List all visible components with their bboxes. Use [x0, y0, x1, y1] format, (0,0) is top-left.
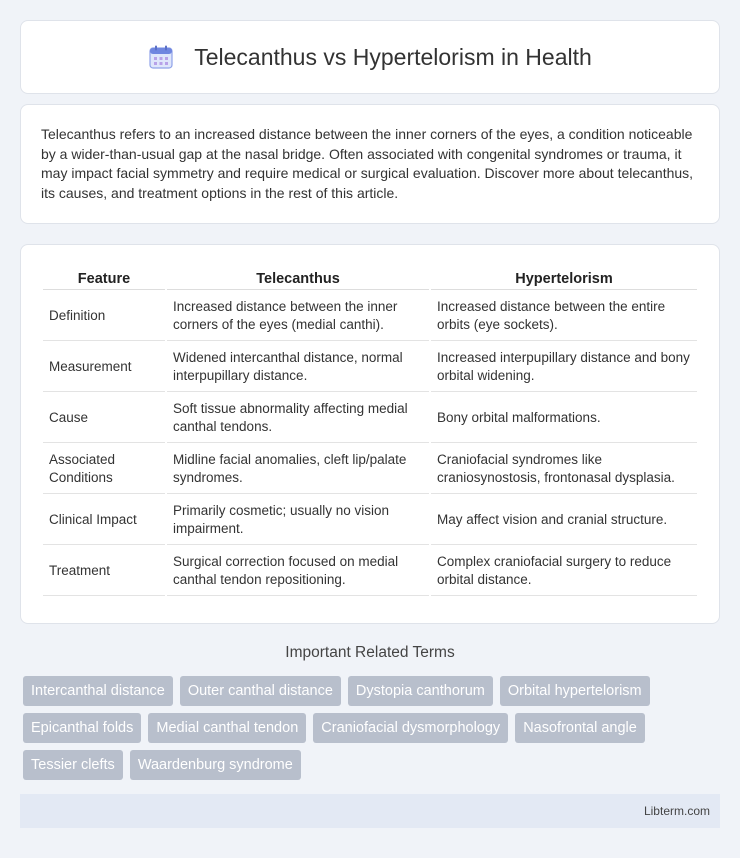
table-row	[43, 292, 697, 341]
footer	[20, 794, 720, 828]
intro-card	[20, 104, 720, 224]
related-term-tag[interactable]: Tessier clefts	[23, 750, 123, 780]
table-cell: Surgical correction focused on medial canthal tendon repositioning.	[167, 547, 429, 596]
table-row	[43, 394, 697, 443]
table-cell: Cause	[43, 394, 165, 443]
related-terms-title: Important Related Terms	[285, 644, 455, 661]
table-cell: Definition	[43, 292, 165, 341]
related-term-tag[interactable]: Outer canthal distance	[180, 676, 341, 706]
intro-text: Telecanthus refers to an increased distance between the inner corners of the eyes, a condition noticeable by a wider-than-usual gap at the nasal bridge. Often associated with congenital syndromes or trauma, it may impact facial symmetry and require medical or surgical evaluation. Discover more about telecanthus, its causes, and treatment options in the rest of this article.	[41, 126, 694, 201]
table-cell: Treatment	[43, 547, 165, 596]
header-card	[20, 20, 720, 94]
related-term-tag[interactable]: Dystopia canthorum	[348, 676, 493, 706]
column-header: Telecanthus	[167, 267, 429, 290]
table-cell: Craniofacial syndromes like craniosynostosis, frontonasal dysplasia.	[431, 445, 697, 494]
related-terms-list	[23, 676, 723, 780]
table-cell: Complex craniofacial surgery to reduce orbital distance.	[431, 547, 697, 596]
related-term-tag[interactable]: Craniofacial dysmorphology	[313, 713, 508, 743]
table-cell: Increased distance between the entire orbits (eye sockets).	[431, 292, 697, 341]
table-cell: Measurement	[43, 343, 165, 392]
table-cell: Soft tissue abnormality affecting medial canthal tendons.	[167, 394, 429, 443]
column-header: Feature	[43, 267, 165, 290]
page-title: Telecanthus vs Hypertelorism in Health	[194, 43, 592, 70]
related-term-tag[interactable]: Intercanthal distance	[23, 676, 173, 706]
related-term-tag[interactable]: Waardenburg syndrome	[130, 750, 301, 780]
comparison-table-card	[20, 244, 720, 624]
table-row	[43, 343, 697, 392]
table-row	[43, 445, 697, 494]
table-cell: Increased interpupillary distance and bony orbital widening.	[431, 343, 697, 392]
table-row	[43, 547, 697, 596]
related-term-tag[interactable]: Epicanthal folds	[23, 713, 141, 743]
table-cell: Midline facial anomalies, cleft lip/palate syndromes.	[167, 445, 429, 494]
related-term-tag[interactable]: Medial canthal tendon	[148, 713, 306, 743]
column-header: Hypertelorism	[431, 267, 697, 290]
table-cell: Clinical Impact	[43, 496, 165, 545]
related-term-tag[interactable]: Nasofrontal angle	[515, 713, 645, 743]
table-cell: Bony orbital malformations.	[431, 394, 697, 443]
table-row	[43, 496, 697, 545]
footer-site-link[interactable]: Libterm.com	[643, 804, 710, 818]
table-cell: Associated Conditions	[43, 445, 165, 494]
calendar-icon	[148, 44, 174, 70]
related-term-tag[interactable]: Orbital hypertelorism	[500, 676, 650, 706]
table-cell: May affect vision and cranial structure.	[431, 496, 697, 545]
table-header-row	[43, 267, 697, 290]
table-cell: Widened intercanthal distance, normal interpupillary distance.	[167, 343, 429, 392]
comparison-table	[41, 265, 699, 598]
table-cell: Increased distance between the inner corners of the eyes (medial canthi).	[167, 292, 429, 341]
table-cell: Primarily cosmetic; usually no vision impairment.	[167, 496, 429, 545]
